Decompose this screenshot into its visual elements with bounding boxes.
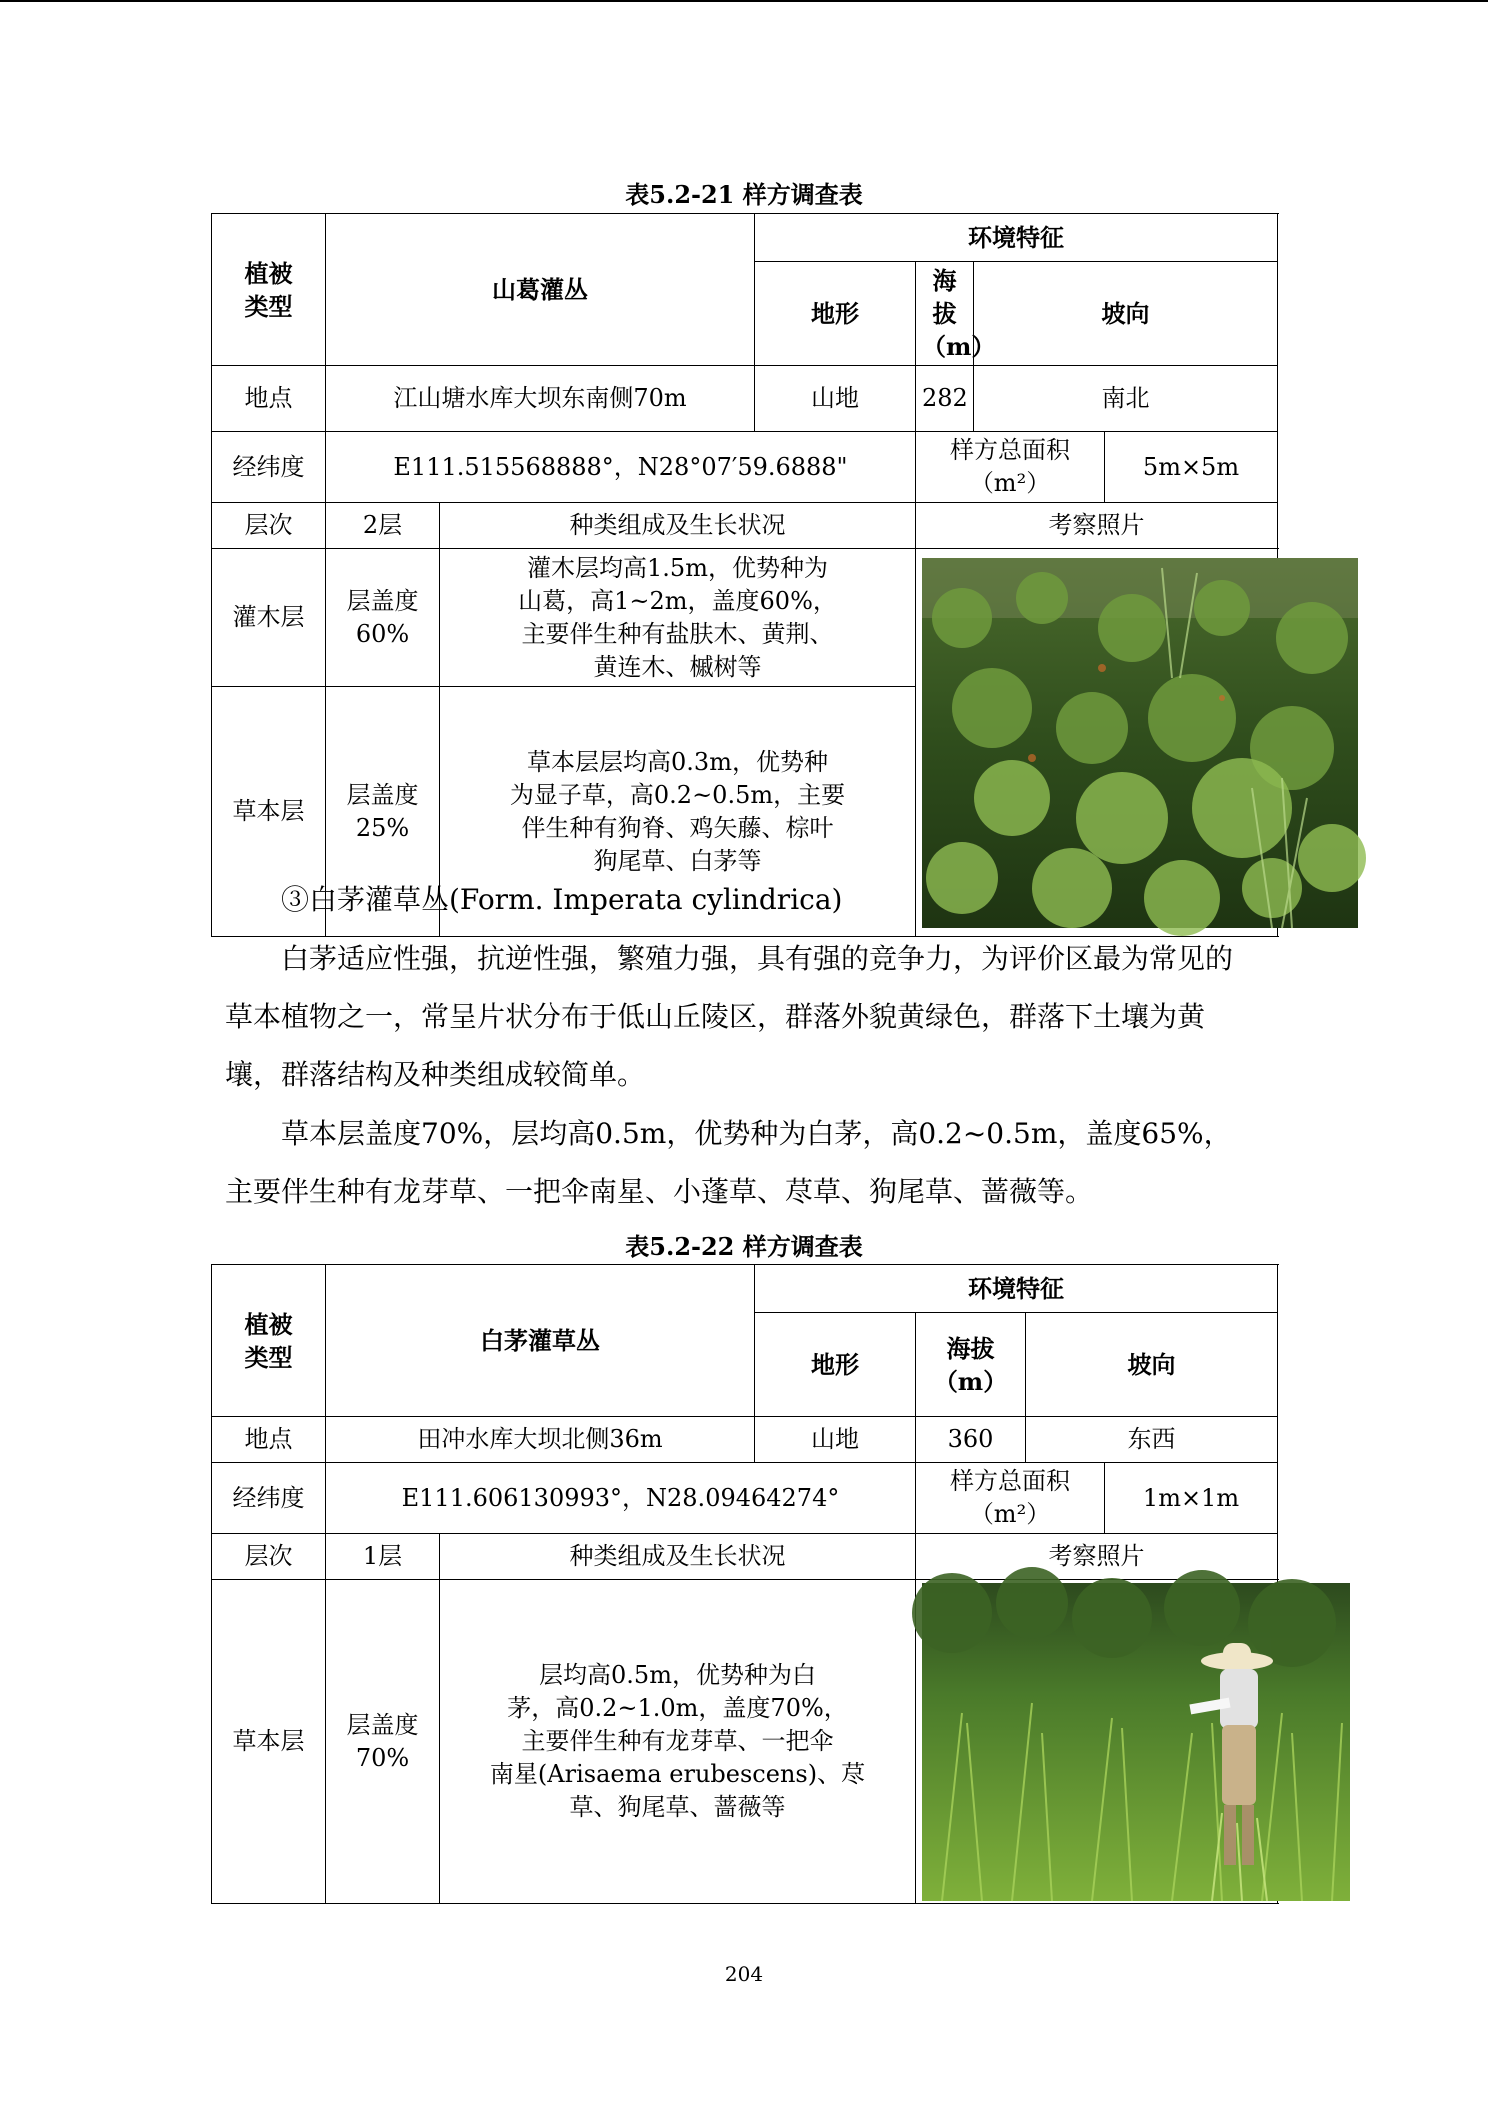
aspect-label: 坡向 bbox=[974, 262, 1278, 366]
layer-coverage: 层盖度 25% bbox=[326, 687, 440, 937]
shrub-survey-photo bbox=[922, 558, 1358, 928]
env-label: 环境特征 bbox=[755, 214, 1278, 262]
layer-description: 层均高0.5m，优势种为白 茅，高0.2~1.0m，盖度70%， 主要伴生种有龙芽草、一把伞 南星(Arisaema erubescens)、荩 草、狗尾草、蔷薇等 bbox=[440, 1580, 916, 1904]
survey-photo-cell bbox=[916, 549, 1278, 937]
species-label: 种类组成及生长状况 bbox=[440, 1534, 916, 1580]
location-value: 田冲水库大坝北侧36m bbox=[326, 1417, 755, 1463]
area-value: 1m×1m bbox=[1105, 1463, 1278, 1534]
veg-type-label: 植被 类型 bbox=[212, 1265, 326, 1417]
grassland-survey-photo bbox=[922, 1583, 1350, 1901]
section-paragraph-1: 白茅适应性强，抗逆性强，繁殖力强，具有强的竞争力，为评价区最为常见的草本植物之一，常呈片状分布于低山丘陵区，群落外貌黄绿色，群落下土壤为黄壤，群落结构及种类组成较简单。 bbox=[225, 942, 1234, 1091]
table1-survey bbox=[211, 213, 1278, 937]
coords-label: 经纬度 bbox=[212, 432, 326, 503]
veg-type-value: 白茅灌草丛 bbox=[326, 1265, 755, 1417]
altitude-value: 360 bbox=[916, 1417, 1026, 1463]
species-label: 种类组成及生长状况 bbox=[440, 503, 916, 549]
location-value: 江山塘水库大坝东南侧70m bbox=[326, 366, 755, 432]
aspect-value: 南北 bbox=[974, 366, 1278, 432]
photo-label: 考察照片 bbox=[916, 1534, 1278, 1580]
section-heading: ③白茅灌草丛(Form. Imperata cylindrica) bbox=[281, 883, 843, 916]
layer-count: 1层 bbox=[326, 1534, 440, 1580]
altitude-value: 282 bbox=[916, 366, 974, 432]
layer-name: 灌木层 bbox=[212, 549, 326, 687]
layer-name: 草本层 bbox=[212, 1580, 326, 1904]
layer-coverage: 层盖度 70% bbox=[326, 1580, 440, 1904]
page-top-rule bbox=[0, 0, 1488, 2]
section-paragraph-2: 草本层盖度70%，层均高0.5m，优势种为白茅，高0.2~0.5m，盖度65%，主要伴生种有龙芽草、一把伞南星、小蓬草、荩草、狗尾草、蔷薇等。 bbox=[225, 1117, 1232, 1208]
layer-description: 草本层层均高0.3m，优势种 为显子草，高0.2~0.5m，主要 伴生种有狗脊、鸡矢藤、棕叶 狗尾草、白茅等 bbox=[440, 687, 916, 937]
terrain-label: 地形 bbox=[755, 262, 916, 366]
layer-count: 2层 bbox=[326, 503, 440, 549]
aspect-value: 东西 bbox=[1026, 1417, 1278, 1463]
altitude-label: 海拔（m） bbox=[916, 1313, 1026, 1417]
area-value: 5m×5m bbox=[1105, 432, 1278, 503]
page-number: 204 bbox=[724, 1962, 764, 1986]
layer-description: 灌木层均高1.5m，优势种为 山葛，高1~2m，盖度60%， 主要伴生种有盐肤木、黄荆、 黄连木、槭树等 bbox=[440, 549, 916, 687]
veg-type-value: 山葛灌丛 bbox=[326, 214, 755, 366]
area-label: 样方总面积 （m²） bbox=[916, 432, 1105, 503]
location-label: 地点 bbox=[212, 366, 326, 432]
coords-value: E111.606130993°，N28.09464274° bbox=[326, 1463, 916, 1534]
coords-label: 经纬度 bbox=[212, 1463, 326, 1534]
env-label: 环境特征 bbox=[755, 1265, 1278, 1313]
table1-caption: 表5.2-21 样方调查表 bbox=[625, 180, 863, 209]
terrain-label: 地形 bbox=[755, 1313, 916, 1417]
survey-photo-cell bbox=[916, 1580, 1278, 1904]
layer-label: 层次 bbox=[212, 1534, 326, 1580]
terrain-value: 山地 bbox=[755, 366, 916, 432]
area-label: 样方总面积（m²） bbox=[916, 1463, 1105, 1534]
terrain-value: 山地 bbox=[755, 1417, 916, 1463]
table2-survey bbox=[211, 1264, 1278, 1904]
location-label: 地点 bbox=[212, 1417, 326, 1463]
altitude-label: 海拔（m） bbox=[916, 262, 974, 366]
coords-value: E111.515568888°，N28°07′59.6888" bbox=[326, 432, 916, 503]
veg-type-label: 植被 类型 bbox=[212, 214, 326, 366]
layer-coverage: 层盖度 60% bbox=[326, 549, 440, 687]
photo-label: 考察照片 bbox=[916, 503, 1278, 549]
aspect-label: 坡向 bbox=[1026, 1313, 1278, 1417]
layer-name: 草本层 bbox=[212, 687, 326, 937]
layer-label: 层次 bbox=[212, 503, 326, 549]
table2-caption: 表5.2-22 样方调查表 bbox=[625, 1232, 863, 1261]
